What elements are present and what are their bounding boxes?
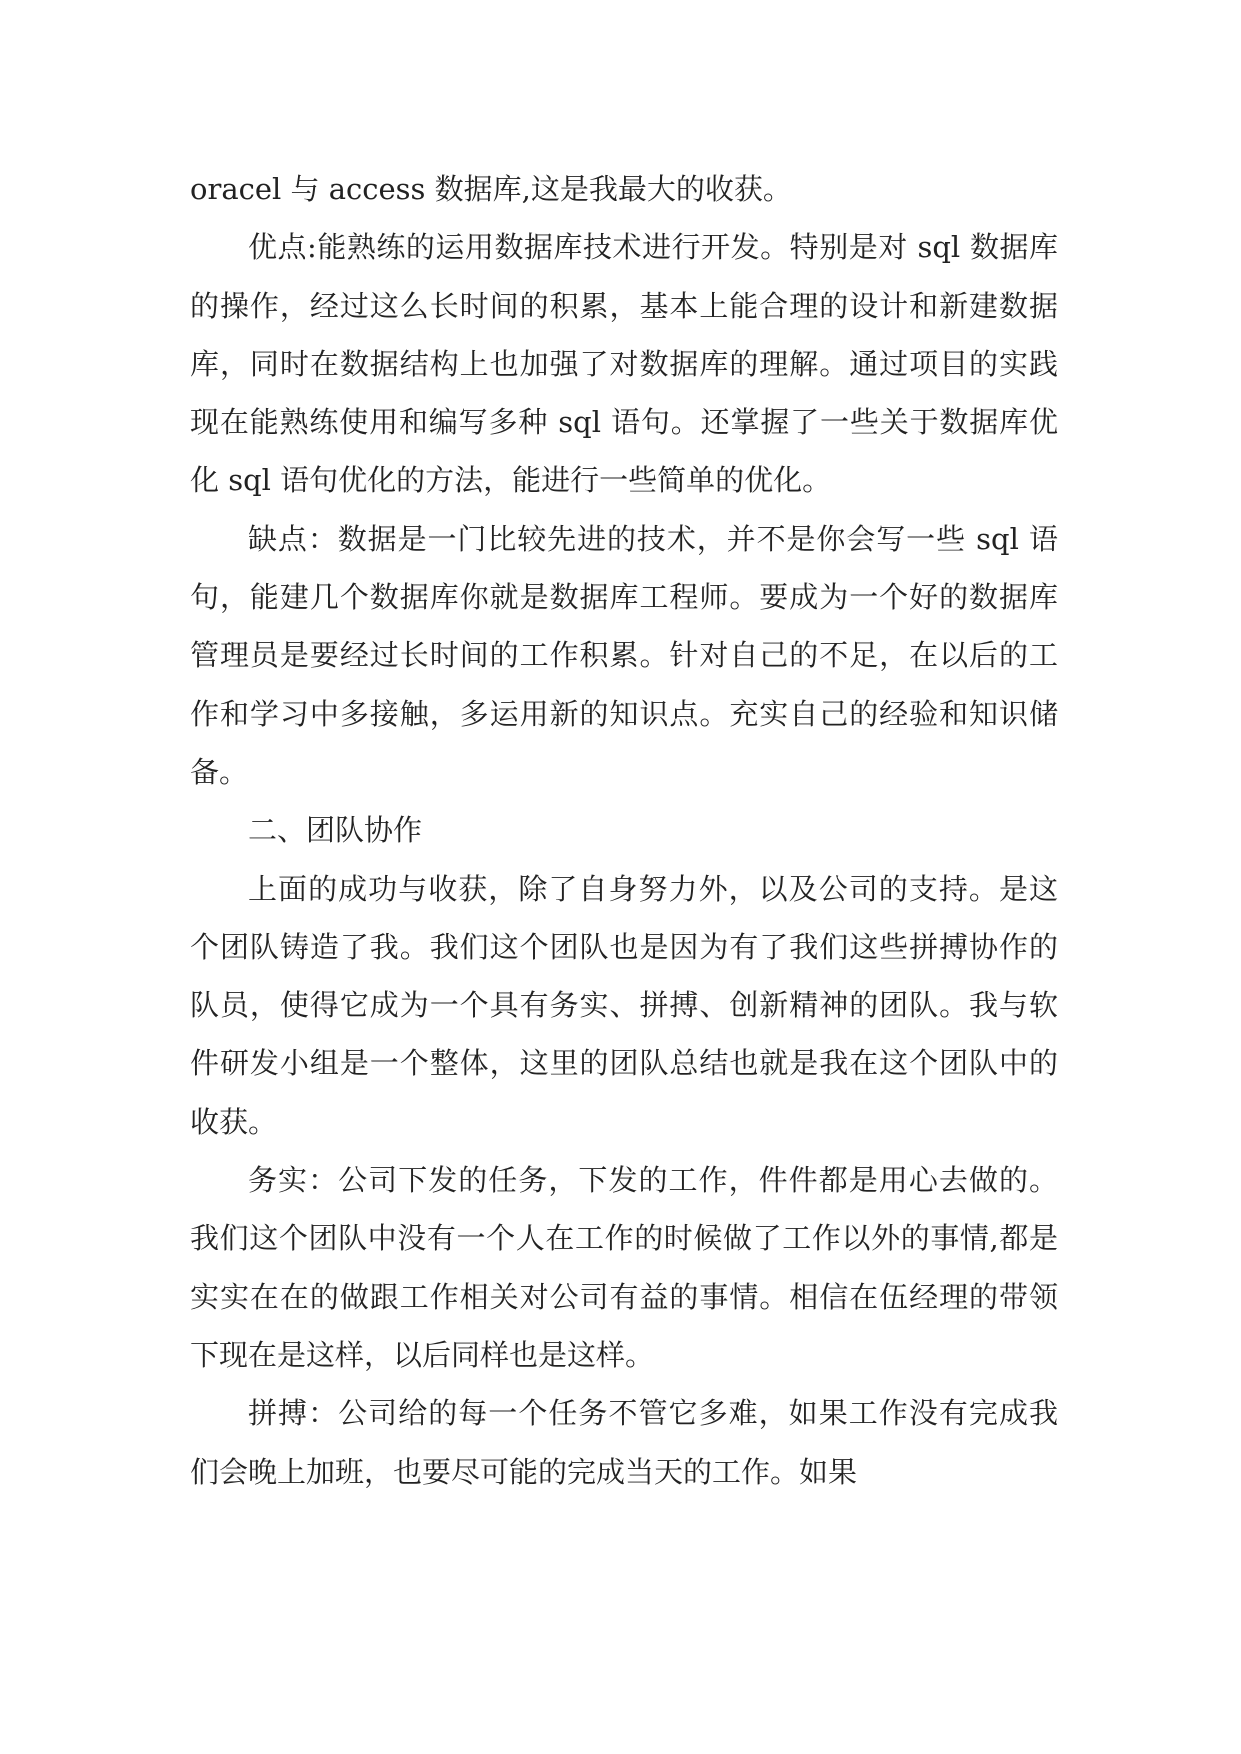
paragraph-team-intro: 上面的成功与收获，除了自身努力外，以及公司的支持。是这个团队铸造了我。我们这个团队也是因为有了我们这些拼搏协作的队员，使得它成为一个具有务实、拼搏、创新精神的团队。我与软件研发小组是一个整体，这里的团队总结也就是我在这个团队中的收获。 <box>190 871 1058 1139</box>
paragraph-strengths: 优点:能熟练的运用数据库技术进行开发。特别是对 sql 数据库的操作，经过这么长时间的积累，基本上能合理的设计和新建数据库，同时在数据结构上也加强了对数据库的理解。通过项目的实践现在能熟练使用和编写多种 sql 语句。还掌握了一些关于数据库优化 sql 语句优化的方法，能进行一些简单的优化。 <box>190 230 1058 498</box>
paragraph-weaknesses: 缺点：数据是一门比较先进的技术，并不是你会写一些 sql 语句，能建几个数据库你就是数据库工程师。要成为一个好的数据库管理员是要经过长时间的工作积累。针对自己的不足，在以后的工作和学习中多接触，多运用新的知识点。充实自己的经验和知识储备。 <box>190 521 1058 789</box>
paragraph-striving: 拼搏：公司给的每一个任务不管它多难，如果工作没有完成我们会晚上加班，也要尽可能的完成当天的工作。如果 <box>190 1396 1058 1489</box>
document-body <box>190 160 1058 1501</box>
section-heading-teamwork: 二、团队协作 <box>248 813 423 848</box>
paragraph-database-gain: oracel 与 access 数据库,这是我最大的收获。 <box>190 172 792 206</box>
paragraph-pragmatic: 务实：公司下发的任务，下发的工作，件件都是用心去做的。我们这个团队中没有一个人在工作的时候做了工作以外的事情,都是实实在在的做跟工作相关对公司有益的事情。相信在伍经理的带领下现在是这样，以后同样也是这样。 <box>190 1163 1058 1372</box>
